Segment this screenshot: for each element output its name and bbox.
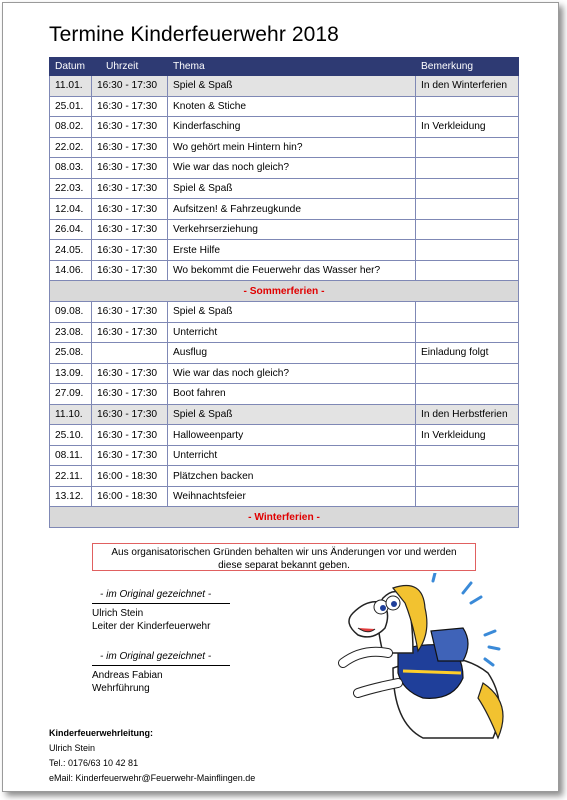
cell-thema: Verkehrserziehung [168, 219, 416, 240]
table-row [50, 486, 519, 507]
table-row [50, 137, 519, 158]
cell-thema: Spiel & Spaß [168, 178, 416, 199]
cell-uhrzeit: 16:30 - 17:30 [92, 117, 168, 138]
cell-uhrzeit: 16:30 - 17:30 [92, 404, 168, 425]
cell-datum: 24.05. [50, 240, 92, 261]
cell-uhrzeit: 16:30 - 17:30 [92, 219, 168, 240]
table-row [50, 404, 519, 425]
cell-bemerkung [416, 486, 519, 507]
notice-box [92, 543, 476, 571]
cell-bemerkung: In den Herbstferien [416, 404, 519, 425]
cell-uhrzeit: 16:30 - 17:30 [92, 158, 168, 179]
separator-label: - Sommerferien - [50, 281, 519, 302]
cell-thema: Knoten & Stiche [168, 96, 416, 117]
table-row [50, 445, 519, 466]
cell-datum: 08.03. [50, 158, 92, 179]
cell-bemerkung: In Verkleidung [416, 117, 519, 138]
footer-name: Ulrich Stein [49, 743, 96, 753]
cell-thema: Weihnachtsfeier [168, 486, 416, 507]
cell-uhrzeit: 16:00 - 18:30 [92, 466, 168, 487]
cell-uhrzeit: 16:00 - 18:30 [92, 486, 168, 507]
table-separator-row [50, 281, 519, 302]
cell-uhrzeit: 16:30 - 17:30 [92, 260, 168, 281]
signature-line [92, 665, 230, 666]
signature-block [92, 650, 230, 695]
notice-line: diese separat bekannt geben. [218, 560, 350, 571]
cell-bemerkung [416, 240, 519, 261]
cell-datum: 11.01. [50, 76, 92, 97]
column-header-bemerkung: Bemerkung [416, 58, 519, 76]
cell-bemerkung [416, 178, 519, 199]
cell-uhrzeit: 16:30 - 17:30 [92, 240, 168, 261]
cell-uhrzeit: 16:30 - 17:30 [92, 363, 168, 384]
cell-bemerkung [416, 158, 519, 179]
cell-thema: Unterricht [168, 445, 416, 466]
signer-name: Ulrich Stein [92, 608, 144, 619]
cell-bemerkung [416, 384, 519, 405]
cell-thema: Halloweenparty [168, 425, 416, 446]
cell-uhrzeit: 16:30 - 17:30 [92, 137, 168, 158]
cell-datum: 22.02. [50, 137, 92, 158]
page-title: Termine Kinderfeuerwehr 2018 [49, 23, 339, 46]
cell-thema: Wo bekommt die Feuerwehr das Wasser her? [168, 260, 416, 281]
footer-contact [49, 726, 255, 786]
cell-thema: Spiel & Spaß [168, 404, 416, 425]
cell-bemerkung [416, 363, 519, 384]
cell-thema: Spiel & Spaß [168, 76, 416, 97]
cell-datum: 08.02. [50, 117, 92, 138]
cell-bemerkung: Einladung folgt [416, 343, 519, 364]
cell-datum: 13.12. [50, 486, 92, 507]
cell-thema: Ausflug [168, 343, 416, 364]
cell-uhrzeit: 16:30 - 17:30 [92, 199, 168, 220]
table-row [50, 425, 519, 446]
cell-datum: 12.04. [50, 199, 92, 220]
cell-uhrzeit: 16:30 - 17:30 [92, 178, 168, 199]
table-row [50, 384, 519, 405]
table-row [50, 117, 519, 138]
cell-bemerkung [416, 260, 519, 281]
cell-bemerkung: In Verkleidung [416, 425, 519, 446]
cell-bemerkung [416, 96, 519, 117]
column-header-thema: Thema [168, 58, 416, 76]
table-row [50, 260, 519, 281]
cell-thema: Plätzchen backen [168, 466, 416, 487]
cell-thema: Aufsitzen! & Fahrzeugkunde [168, 199, 416, 220]
table-row [50, 302, 519, 323]
cell-thema: Spiel & Spaß [168, 302, 416, 323]
cell-datum: 25.08. [50, 343, 92, 364]
cell-bemerkung [416, 445, 519, 466]
table-row [50, 178, 519, 199]
table-row [50, 240, 519, 261]
cell-datum: 13.09. [50, 363, 92, 384]
cell-thema: Boot fahren [168, 384, 416, 405]
cell-uhrzeit: 16:30 - 17:30 [92, 384, 168, 405]
cell-bemerkung: In den Winterferien [416, 76, 519, 97]
signature-block [92, 588, 230, 633]
signer-role: Wehrführung [92, 683, 150, 694]
cell-bemerkung [416, 302, 519, 323]
cell-datum: 22.11. [50, 466, 92, 487]
cell-thema: Wie war das noch gleich? [168, 363, 416, 384]
cell-datum: 11.10. [50, 404, 92, 425]
signature-note: - im Original gezeichnet - [100, 589, 212, 600]
table-row [50, 76, 519, 97]
signature-note: - im Original gezeichnet - [100, 651, 212, 662]
horse-mascot-image [313, 573, 518, 743]
table-separator-row [50, 507, 519, 528]
cell-uhrzeit: 16:30 - 17:30 [92, 322, 168, 343]
cell-bemerkung [416, 466, 519, 487]
cell-uhrzeit: 16:30 - 17:30 [92, 302, 168, 323]
schedule-table [49, 57, 519, 528]
table-row [50, 363, 519, 384]
column-header-datum: Datum [50, 58, 92, 76]
footer-heading: Kinderfeuerwehrleitung: [49, 728, 154, 738]
cell-bemerkung [416, 137, 519, 158]
cell-thema: Wo gehört mein Hintern hin? [168, 137, 416, 158]
table-header-row [50, 58, 519, 76]
footer-email: eMail: Kinderfeuerwehr@Feuerwehr-Mainflingen.de [49, 773, 256, 783]
cell-thema: Wie war das noch gleich? [168, 158, 416, 179]
cell-uhrzeit [92, 343, 168, 364]
signer-name: Andreas Fabian [92, 670, 163, 681]
signer-role: Leiter der Kinderfeuerwehr [92, 621, 211, 632]
cell-uhrzeit: 16:30 - 17:30 [92, 96, 168, 117]
cell-thema: Unterricht [168, 322, 416, 343]
table-row [50, 343, 519, 364]
notice-line: Aus organisatorischen Gründen behalten wir uns Änderungen vor und werden [111, 547, 457, 558]
footer-phone: Tel.: 0176/63 10 42 81 [49, 758, 139, 768]
table-row [50, 158, 519, 179]
cell-bemerkung [416, 199, 519, 220]
cell-datum: 23.08. [50, 322, 92, 343]
table-row [50, 219, 519, 240]
table-row [50, 96, 519, 117]
cell-thema: Kinderfasching [168, 117, 416, 138]
cell-thema: Erste Hilfe [168, 240, 416, 261]
table-row [50, 466, 519, 487]
cell-datum: 25.01. [50, 96, 92, 117]
cell-uhrzeit: 16:30 - 17:30 [92, 76, 168, 97]
cell-datum: 22.03. [50, 178, 92, 199]
cell-datum: 14.06. [50, 260, 92, 281]
cell-uhrzeit: 16:30 - 17:30 [92, 425, 168, 446]
cell-datum: 25.10. [50, 425, 92, 446]
separator-label: - Winterferien - [50, 507, 519, 528]
cell-datum: 27.09. [50, 384, 92, 405]
table-row [50, 322, 519, 343]
cell-bemerkung [416, 219, 519, 240]
cell-datum: 26.04. [50, 219, 92, 240]
document-page [2, 2, 559, 792]
signature-line [92, 603, 230, 604]
table-row [50, 199, 519, 220]
cell-datum: 09.08. [50, 302, 92, 323]
column-header-uhrzeit: Uhrzeit [92, 58, 168, 76]
cell-datum: 08.11. [50, 445, 92, 466]
cell-uhrzeit: 16:30 - 17:30 [92, 445, 168, 466]
cell-bemerkung [416, 322, 519, 343]
